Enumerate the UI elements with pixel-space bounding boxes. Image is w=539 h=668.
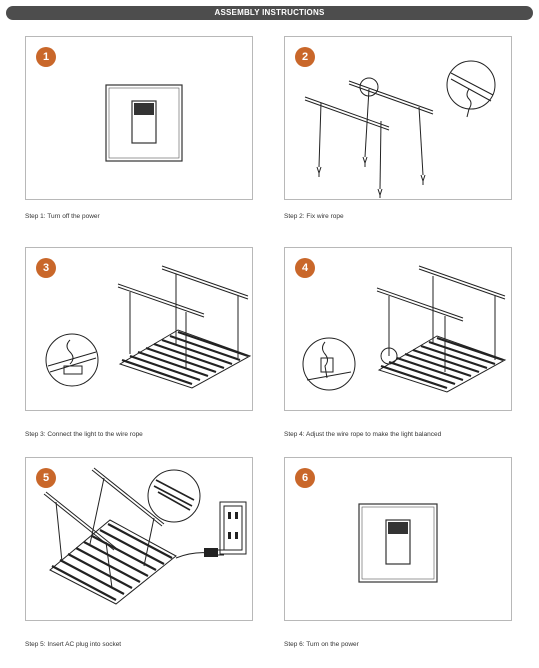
step-5-panel: [25, 457, 253, 621]
step-3-badge: 3: [36, 258, 56, 278]
step-6-panel: [284, 457, 512, 621]
light-switch-off-illustration: [26, 37, 254, 201]
step-4-badge: 4: [295, 258, 315, 278]
step-4-panel: [284, 247, 512, 411]
step-6-caption: Step 6: Turn on the power: [284, 641, 359, 648]
balance-light-illustration: [285, 248, 513, 412]
step-2-caption: Step 2: Fix wire rope: [284, 213, 344, 220]
step-1-panel: [25, 36, 253, 200]
page-title: ASSEMBLY INSTRUCTIONS: [214, 8, 325, 17]
step-6-badge: 6: [295, 468, 315, 488]
step-2-panel: [284, 36, 512, 200]
light-switch-on-illustration: [285, 458, 513, 622]
step-5-badge: 5: [36, 468, 56, 488]
connect-light-illustration: [26, 248, 254, 412]
step-1-caption: Step 1: Turn off the power: [25, 213, 100, 220]
wire-rope-illustration: [285, 37, 513, 201]
step-2-badge: 2: [295, 47, 315, 67]
insert-plug-illustration: [26, 458, 254, 622]
step-5-caption: Step 5: Insert AC plug into socket: [25, 641, 122, 648]
header-bar: [6, 6, 533, 20]
step-1-badge: 1: [36, 47, 56, 67]
step-3-caption: Step 3: Connect the light to the wire rope: [25, 431, 143, 438]
step-4-caption: Step 4: Adjust the wire rope to make the light balanced: [284, 431, 442, 438]
step-3-panel: [25, 247, 253, 411]
